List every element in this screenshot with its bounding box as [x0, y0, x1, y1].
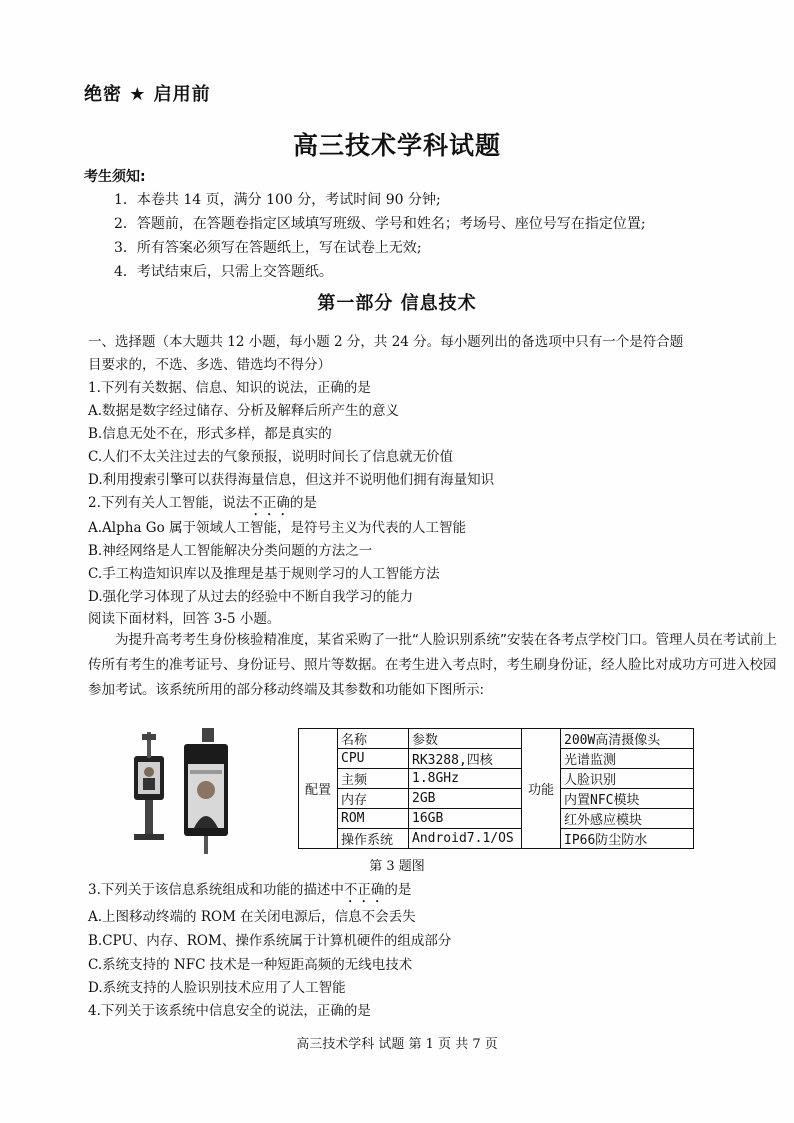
- question-3-option-c: C.系统支持的 NFC 技术是一种短距高频的无线电技术: [88, 957, 413, 973]
- question-2-option-d: D.强化学习体现了从过去的经验中不断自我学习的能力: [88, 589, 414, 605]
- question-2-option-a: A.Alpha Go 属于领域人工智能，是符号主义为代表的人工智能: [88, 520, 466, 536]
- function-item: 人脸识别: [561, 769, 694, 789]
- notice-heading: 考生须知:: [84, 169, 146, 185]
- confidential-mark: 绝密 ★ 启用前: [84, 84, 211, 105]
- spec-name: 主频: [338, 769, 409, 789]
- question-1-stem: 1.下列有关数据、信息、知识的说法，正确的是: [88, 380, 371, 396]
- exam-title: 高三技术学科试题: [292, 131, 501, 160]
- question-2-option-c: C.手工构造知识库以及推理是基于规则学习的人工智能方法: [88, 566, 440, 582]
- notice-item: 4．考试结束后，只需上交答题纸。: [114, 264, 333, 280]
- section-instruction: 目要求的，不选、多选、错选均不得分）: [88, 357, 331, 373]
- spec-name: CPU: [338, 749, 409, 769]
- spec-value: 16GB: [409, 809, 522, 829]
- emphasis-not-correct: 不正确: [249, 495, 290, 511]
- reading-paragraph: 为提升高考考生身份核验精准度，某省采购了一批“人脸识别系统”安装在各考点学校门口。管理人员在考试前上传所有考生的准考证号、身份证号、照片等数据。在考生进入考点时，考生刷身份证，经人脸比对成功方可进入校园参加考试。该系统所用的部分移动终端及其参数和功能如下图所示:: [88, 632, 777, 698]
- header-name: 名称: [338, 729, 409, 749]
- config-label: 配置: [299, 729, 338, 849]
- question-2-stem: 2.下列有关人工智能，说法不正确的是: [88, 495, 317, 511]
- spec-name: 操作系统: [338, 829, 409, 849]
- spec-value: Android7.1/OS: [409, 829, 522, 849]
- question-1-option-a: A.数据是数字经过储存、分析及解释后所产生的意义: [88, 403, 400, 419]
- question-1-option-c: C.人们不太关注过去的气象预报，说明时间长了信息就无价值: [88, 449, 454, 465]
- question-3-option-b: B.CPU、内存、ROM、操作系统属于计算机硬件的组成部分: [88, 933, 452, 949]
- function-label: 功能: [522, 729, 561, 849]
- function-item: 200W高清摄像头: [561, 729, 694, 749]
- header-param: 参数: [409, 729, 522, 749]
- spec-value: 2GB: [409, 789, 522, 809]
- question-1-option-d: D.利用搜索引擎可以获得海量信息，但这并不说明他们拥有海量知识: [88, 472, 495, 488]
- question-1-option-b: B.信息无处不在，形式多样，都是真实的: [88, 426, 332, 442]
- spec-value: 1.8GHz: [409, 769, 522, 789]
- spec-value: RK3288,四核: [409, 749, 522, 769]
- spec-table: [298, 728, 694, 849]
- function-item: 红外感应模块: [561, 809, 694, 829]
- function-item: 内置NFC模块: [561, 789, 694, 809]
- notice-item: 2．答题前，在答题卷指定区域填写班级、学号和姓名；考场号、座位号写在指定位置;: [114, 216, 646, 232]
- spec-name: ROM: [338, 809, 409, 829]
- part-title: 第一部分 信息技术: [317, 293, 477, 314]
- page-footer: 高三技术学科 试题 第 1 页 共 7 页: [296, 1037, 498, 1052]
- face-recognition-terminal-image: [120, 724, 250, 854]
- notice-item: 1．本卷共 14 页，满分 100 分，考试时间 90 分钟;: [114, 192, 441, 208]
- question-3-option-a: A.上图移动终端的 ROM 在关闭电源后，信息不会丢失: [88, 909, 416, 925]
- spec-name: 内存: [338, 789, 409, 809]
- section-instruction: 一、选择题（本大题共 12 小题，每小题 2 分，共 24 分。每小题列出的备选项中只有一个是符合题: [88, 334, 684, 350]
- question-3-option-d: D.系统支持的人脸识别技术应用了人工智能: [88, 980, 346, 996]
- emphasis-not-correct: 不正确: [343, 882, 385, 898]
- question-3-stem: 3.下列关于该信息系统组成和功能的描述中不正确的是: [88, 882, 412, 898]
- question-4-stem: 4.下列关于该系统中信息安全的说法，正确的是: [88, 1003, 371, 1019]
- notice-item: 3．所有答案必须写在答题纸上，写在试卷上无效;: [114, 240, 422, 256]
- figure-caption: 第 3 题图: [369, 859, 425, 874]
- function-item: 光谱监测: [561, 749, 694, 769]
- function-item: IP66防尘防水: [561, 829, 694, 849]
- question-2-option-b: B.神经网络是人工智能解决分类问题的方法之一: [88, 543, 373, 559]
- reading-intro: 阅读下面材料，回答 3-5 小题。: [88, 611, 281, 627]
